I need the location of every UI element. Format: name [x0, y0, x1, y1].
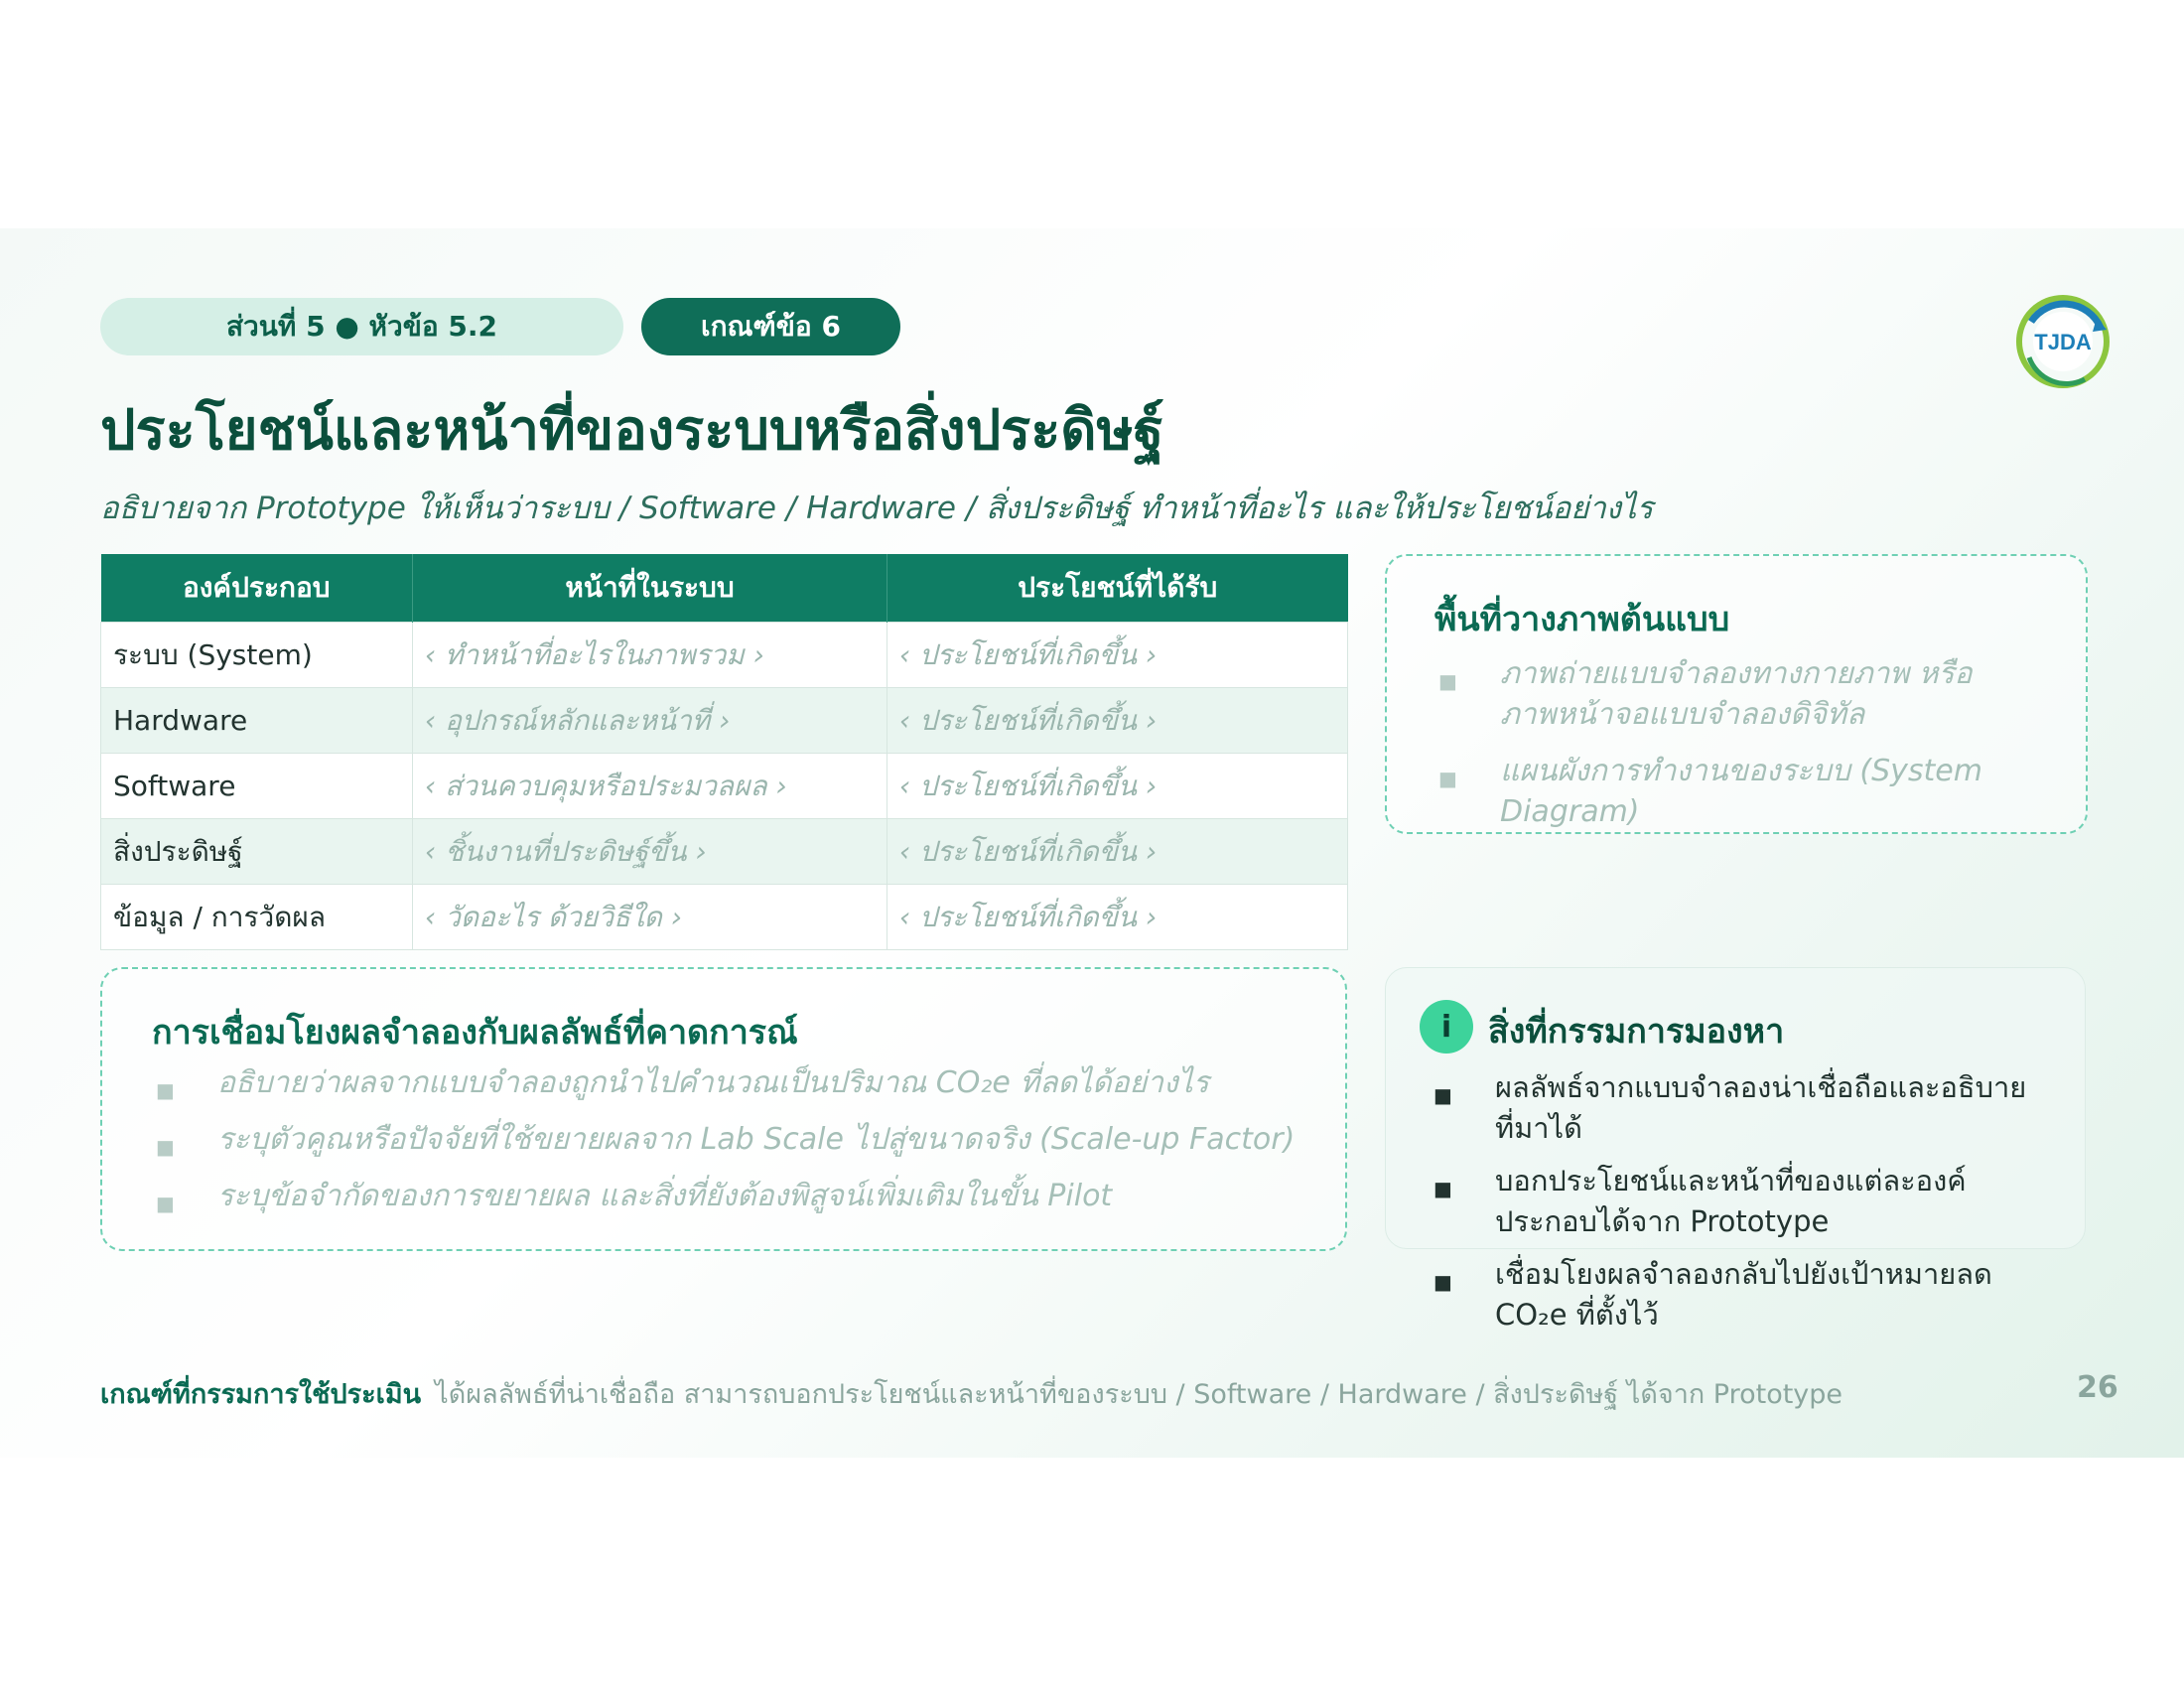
component-label: ข้อมูล / การวัดผล — [101, 885, 413, 950]
footer-label: เกณฑ์ที่กรรมการใช้ประเมิน — [100, 1379, 422, 1410]
criterion-pill: เกณฑ์ข้อ 6 — [641, 298, 900, 355]
committee-box — [1385, 967, 2086, 1332]
list-item: ■ ผลลัพธ์จากแบบจำลองน่าเชื่อถือและอธิบายที่มาได้ — [1433, 1070, 2027, 1145]
prototype-placeholder-box — [1385, 554, 2088, 834]
table-row — [101, 688, 1348, 754]
table-header-cell: ประโยชน์ที่ได้รับ — [887, 554, 1348, 623]
benefit-placeholder: ‹ ประโยชน์ที่เกิดขึ้น › — [887, 754, 1348, 819]
footer-text: ได้ผลลัพธ์ที่น่าเชื่อถือ สามารถบอกประโยชน์และหน้าที่ของระบบ / Software / Hardware / สิ่งประดิษฐ์ ได้จาก Prototype — [435, 1379, 1843, 1410]
bullet-icon: ■ — [156, 1192, 175, 1215]
table-row — [101, 754, 1348, 819]
table-row — [101, 623, 1348, 688]
benefit-placeholder: ‹ ประโยชน์ที่เกิดขึ้น › — [887, 885, 1348, 950]
page-subtitle: อธิบายจาก Prototype ให้เห็นว่าระบบ / Software / Hardware / สิ่งประดิษฐ์ ทำหน้าที่อะไร และให้ประโยชน์อย่างไร — [100, 491, 1654, 526]
table-header-cell: องค์ประกอบ — [101, 554, 413, 623]
list-item: ■ แผนผังการทำงานของระบบ (System Diagram) — [1438, 754, 1982, 829]
list-item: ■ อธิบายว่าผลจากแบบจำลองถูกนำไปคำนวณเป็นปริมาณ CO₂e ที่ลดได้อย่างไร — [156, 1062, 1297, 1103]
benefit-placeholder: ‹ ประโยชน์ที่เกิดขึ้น › — [887, 623, 1348, 688]
list-item: ■ ภาพถ่ายแบบจำลองทางกายภาพ หรือภาพหน้าจอแบบจำลองดิจิทัล — [1438, 656, 1973, 732]
slide — [0, 228, 2184, 1458]
list-item: ■ เชื่อมโยงผลจำลองกลับไปยังเป้าหมายลด CO₂e ที่ตั้งไว้ — [1433, 1257, 1992, 1332]
components-table — [100, 554, 1348, 950]
tjda-logo — [2013, 292, 2113, 391]
function-placeholder: ‹ ส่วนควบคุมหรือประมวลผล › — [413, 754, 887, 819]
prototype-box-list — [1438, 653, 2024, 832]
function-placeholder: ‹ วัดอะไร ด้วยวิธีใด › — [413, 885, 887, 950]
bullet-icon: ■ — [156, 1135, 175, 1159]
function-placeholder: ‹ ชิ้นงานที่ประดิษฐ์ขึ้น › — [413, 819, 887, 885]
bullet-icon: ■ — [1433, 1083, 1452, 1107]
linkage-box — [100, 967, 1347, 1251]
component-label: สิ่งประดิษฐ์ — [101, 819, 413, 885]
bullet-icon: ■ — [156, 1078, 175, 1102]
bullet-icon: ■ — [1433, 1270, 1452, 1294]
page-number: 26 — [2077, 1370, 2118, 1405]
component-label: Software — [101, 754, 413, 819]
table-row — [101, 819, 1348, 885]
tjda-logo-text: TJDA — [2034, 330, 2092, 354]
list-item: ■ ระบุข้อจำกัดของการขยายผล และสิ่งที่ยังต้องพิสูจน์เพิ่มเติมในขั้น Pilot — [156, 1176, 1297, 1216]
section-pill: ส่วนที่ 5 ● หัวข้อ 5.2 — [100, 298, 623, 355]
footer — [100, 1372, 1843, 1415]
table-header-cell: หน้าที่ในระบบ — [413, 554, 887, 623]
bullet-icon: ■ — [1438, 669, 1457, 693]
list-item: ■ ระบุตัวคูณหรือปัจจัยที่ใช้ขยายผลจาก Lab Scale ไปสู่ขนาดจริง (Scale-up Factor) — [156, 1119, 1297, 1160]
linkage-box-list — [156, 1062, 1297, 1216]
page-title: ประโยชน์และหน้าที่ของระบบหรือสิ่งประดิษฐ์ — [100, 398, 1164, 463]
benefit-placeholder: ‹ ประโยชน์ที่เกิดขึ้น › — [887, 688, 1348, 754]
component-label: Hardware — [101, 688, 413, 754]
table-header-row — [101, 554, 1348, 623]
function-placeholder: ‹ อุปกรณ์หลักและหน้าที่ › — [413, 688, 887, 754]
component-label: ระบบ (System) — [101, 623, 413, 688]
benefit-placeholder: ‹ ประโยชน์ที่เกิดขึ้น › — [887, 819, 1348, 885]
committee-box-list — [1433, 1067, 2029, 1336]
bullet-icon: ■ — [1438, 767, 1457, 790]
linkage-box-title: การเชื่อมโยงผลจำลองกับผลลัพธ์ที่คาดการณ์ — [152, 1013, 798, 1053]
info-icon: i — [1420, 1000, 1473, 1054]
prototype-box-title: พื้นที่วางภาพต้นแบบ — [1434, 600, 1730, 639]
bullet-icon: ■ — [1433, 1177, 1452, 1200]
committee-box-title: สิ่งที่กรรมการมองหา — [1488, 1012, 1785, 1052]
function-placeholder: ‹ ทำหน้าที่อะไรในภาพรวม › — [413, 623, 887, 688]
list-item: ■ บอกประโยชน์และหน้าที่ของแต่ละองค์ประกอบได้จาก Prototype — [1433, 1164, 1967, 1238]
table-row — [101, 885, 1348, 950]
